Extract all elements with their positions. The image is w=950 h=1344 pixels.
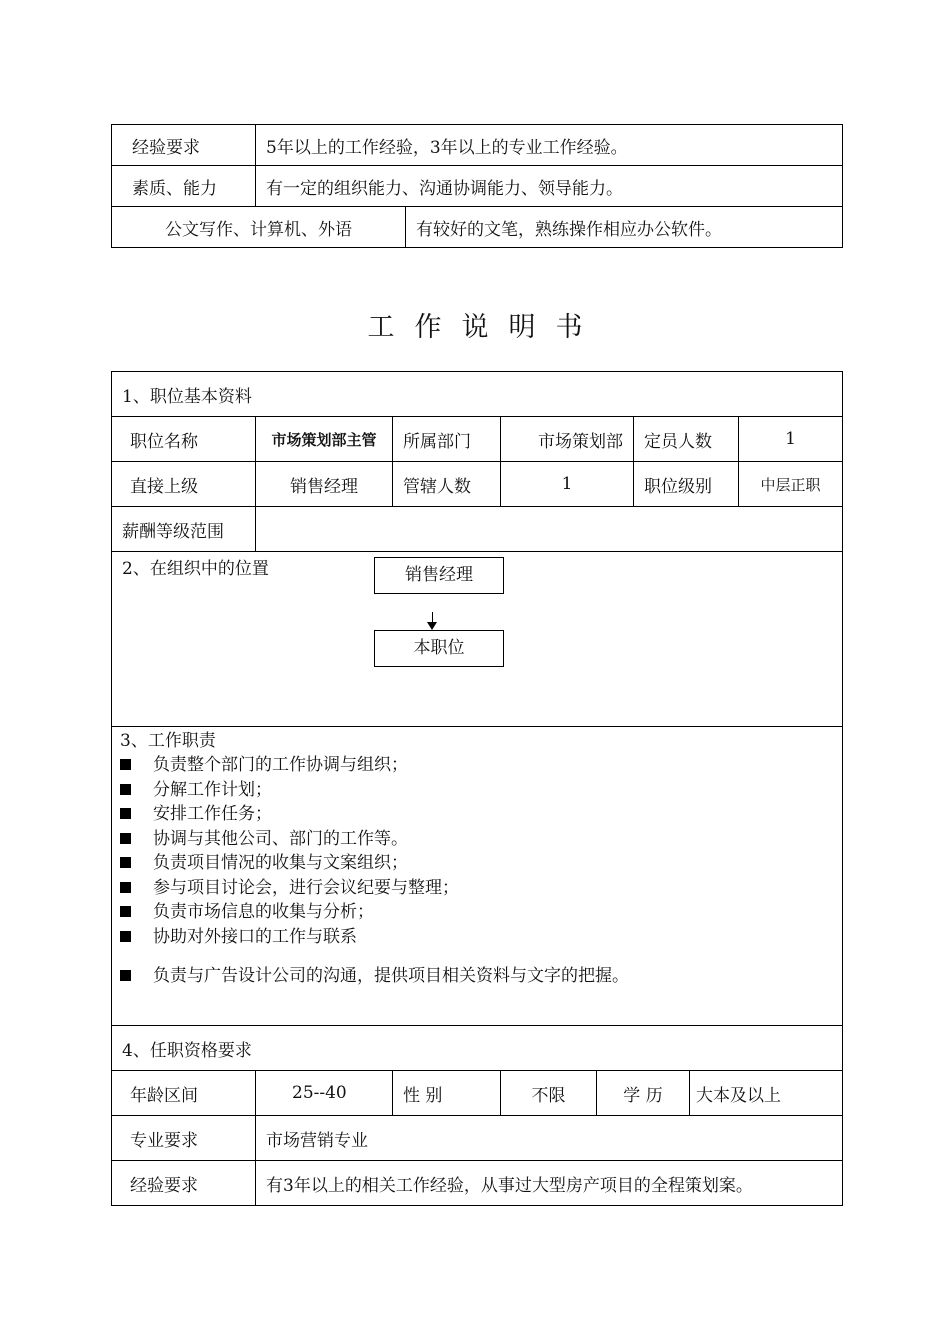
subordinates-label: 管辖人数	[393, 462, 501, 507]
row-value: 有一定的组织能力、沟通协调能力、领导能力。	[256, 166, 843, 207]
section-header-row	[112, 372, 843, 417]
table-row	[112, 1071, 843, 1116]
org-box-current-position: 本职位	[374, 630, 504, 667]
level-label: 职位级别	[634, 462, 739, 507]
major-label: 专业要求	[112, 1116, 256, 1161]
subordinates-value: 1	[501, 462, 634, 507]
gender-value: 不限	[501, 1071, 597, 1116]
section3-heading: 3、工作职责	[120, 731, 216, 751]
headcount-value: 1	[739, 417, 843, 462]
arrow-down-icon	[427, 622, 437, 630]
requirements-table-continued	[111, 124, 843, 248]
list-item	[120, 925, 842, 950]
age-range-value: 25--40	[256, 1071, 393, 1116]
duty-text: 协调与其他公司、部门的工作等。	[153, 828, 408, 849]
position-name-value: 市场策划部主管	[256, 417, 393, 462]
duty-text: 负责市场信息的收集与分析；	[153, 902, 374, 922]
section-header-row	[112, 1026, 843, 1071]
bullet-square-icon	[120, 857, 131, 868]
duty-text: 负责项目情况的收集与文案组织；	[153, 853, 408, 873]
duties-list	[120, 753, 842, 989]
row-label: 经验要求	[112, 125, 256, 166]
table-row	[112, 1161, 843, 1206]
table-row	[112, 125, 843, 166]
list-item	[120, 851, 842, 876]
table-row	[112, 1116, 843, 1161]
experience-label: 经验要求	[112, 1161, 256, 1206]
supervisor-value: 销售经理	[256, 462, 393, 507]
education-label: 学 历	[597, 1071, 690, 1116]
table-row	[112, 507, 843, 552]
duty-text: 负责整个部门的工作协调与组织；	[153, 755, 408, 775]
section4-heading: 4、任职资格要求	[112, 1026, 843, 1071]
experience-value: 有3年以上的相关工作经验，从事过大型房产项目的全程策划案。	[256, 1161, 843, 1206]
section1-heading: 1、职位基本资料	[112, 372, 843, 417]
table-row	[112, 462, 843, 507]
age-range-label: 年龄区间	[112, 1071, 256, 1116]
supervisor-label: 直接上级	[112, 462, 256, 507]
duties-row	[112, 727, 843, 1026]
duty-text: 分解工作计划；	[153, 779, 272, 800]
org-box-supervisor: 销售经理	[374, 557, 504, 594]
list-item	[120, 827, 842, 852]
org-chart	[122, 554, 842, 724]
row-value: 5年以上的工作经验，3年以上的专业工作经验。	[256, 125, 843, 166]
list-item	[120, 900, 842, 925]
duties-cell	[112, 727, 843, 1026]
major-value: 市场营销专业	[256, 1116, 843, 1161]
row-value: 有较好的文笔，熟练操作相应办公软件。	[406, 207, 843, 248]
list-item	[120, 964, 842, 989]
bullet-square-icon	[120, 784, 131, 795]
salary-range-label: 薪酬等级范围	[112, 507, 256, 552]
education-value: 大本及以上	[690, 1071, 843, 1116]
duty-text: 参与项目讨论会，进行会议纪要与整理；	[153, 877, 459, 898]
list-item	[120, 753, 842, 778]
bullet-square-icon	[120, 906, 131, 917]
bullet-square-icon	[120, 808, 131, 819]
job-description-table	[111, 371, 843, 1206]
department-value: 市场策划部	[501, 417, 634, 462]
gender-label: 性 别	[393, 1071, 501, 1116]
list-item	[120, 802, 842, 827]
duty-text: 安排工作任务；	[153, 804, 272, 824]
org-position-cell	[112, 552, 843, 727]
level-value: 中层正职	[739, 462, 843, 507]
bullet-square-icon	[120, 970, 131, 981]
list-item	[120, 778, 842, 803]
page-title: 工作说明书	[367, 312, 603, 343]
bullet-square-icon	[120, 931, 131, 942]
bullet-square-icon	[120, 759, 131, 770]
section2-heading: 2、在组织中的位置	[122, 559, 269, 579]
duty-text: 负责与广告设计公司的沟通，提供项目相关资料与文字的把握。	[153, 966, 629, 986]
duty-text: 协助对外接口的工作与联系	[153, 926, 357, 947]
table-row	[112, 207, 843, 248]
bullet-square-icon	[120, 882, 131, 893]
department-label: 所属部门	[393, 417, 501, 462]
table-row	[112, 417, 843, 462]
headcount-label: 定员人数	[634, 417, 739, 462]
position-name-label: 职位名称	[112, 417, 256, 462]
salary-range-value	[256, 507, 843, 552]
org-position-row	[112, 552, 843, 727]
row-label: 公文写作、计算机、外语	[112, 207, 406, 248]
table-row	[112, 166, 843, 207]
list-item	[120, 876, 842, 901]
bullet-square-icon	[120, 833, 131, 844]
row-label: 素质、能力	[112, 166, 256, 207]
